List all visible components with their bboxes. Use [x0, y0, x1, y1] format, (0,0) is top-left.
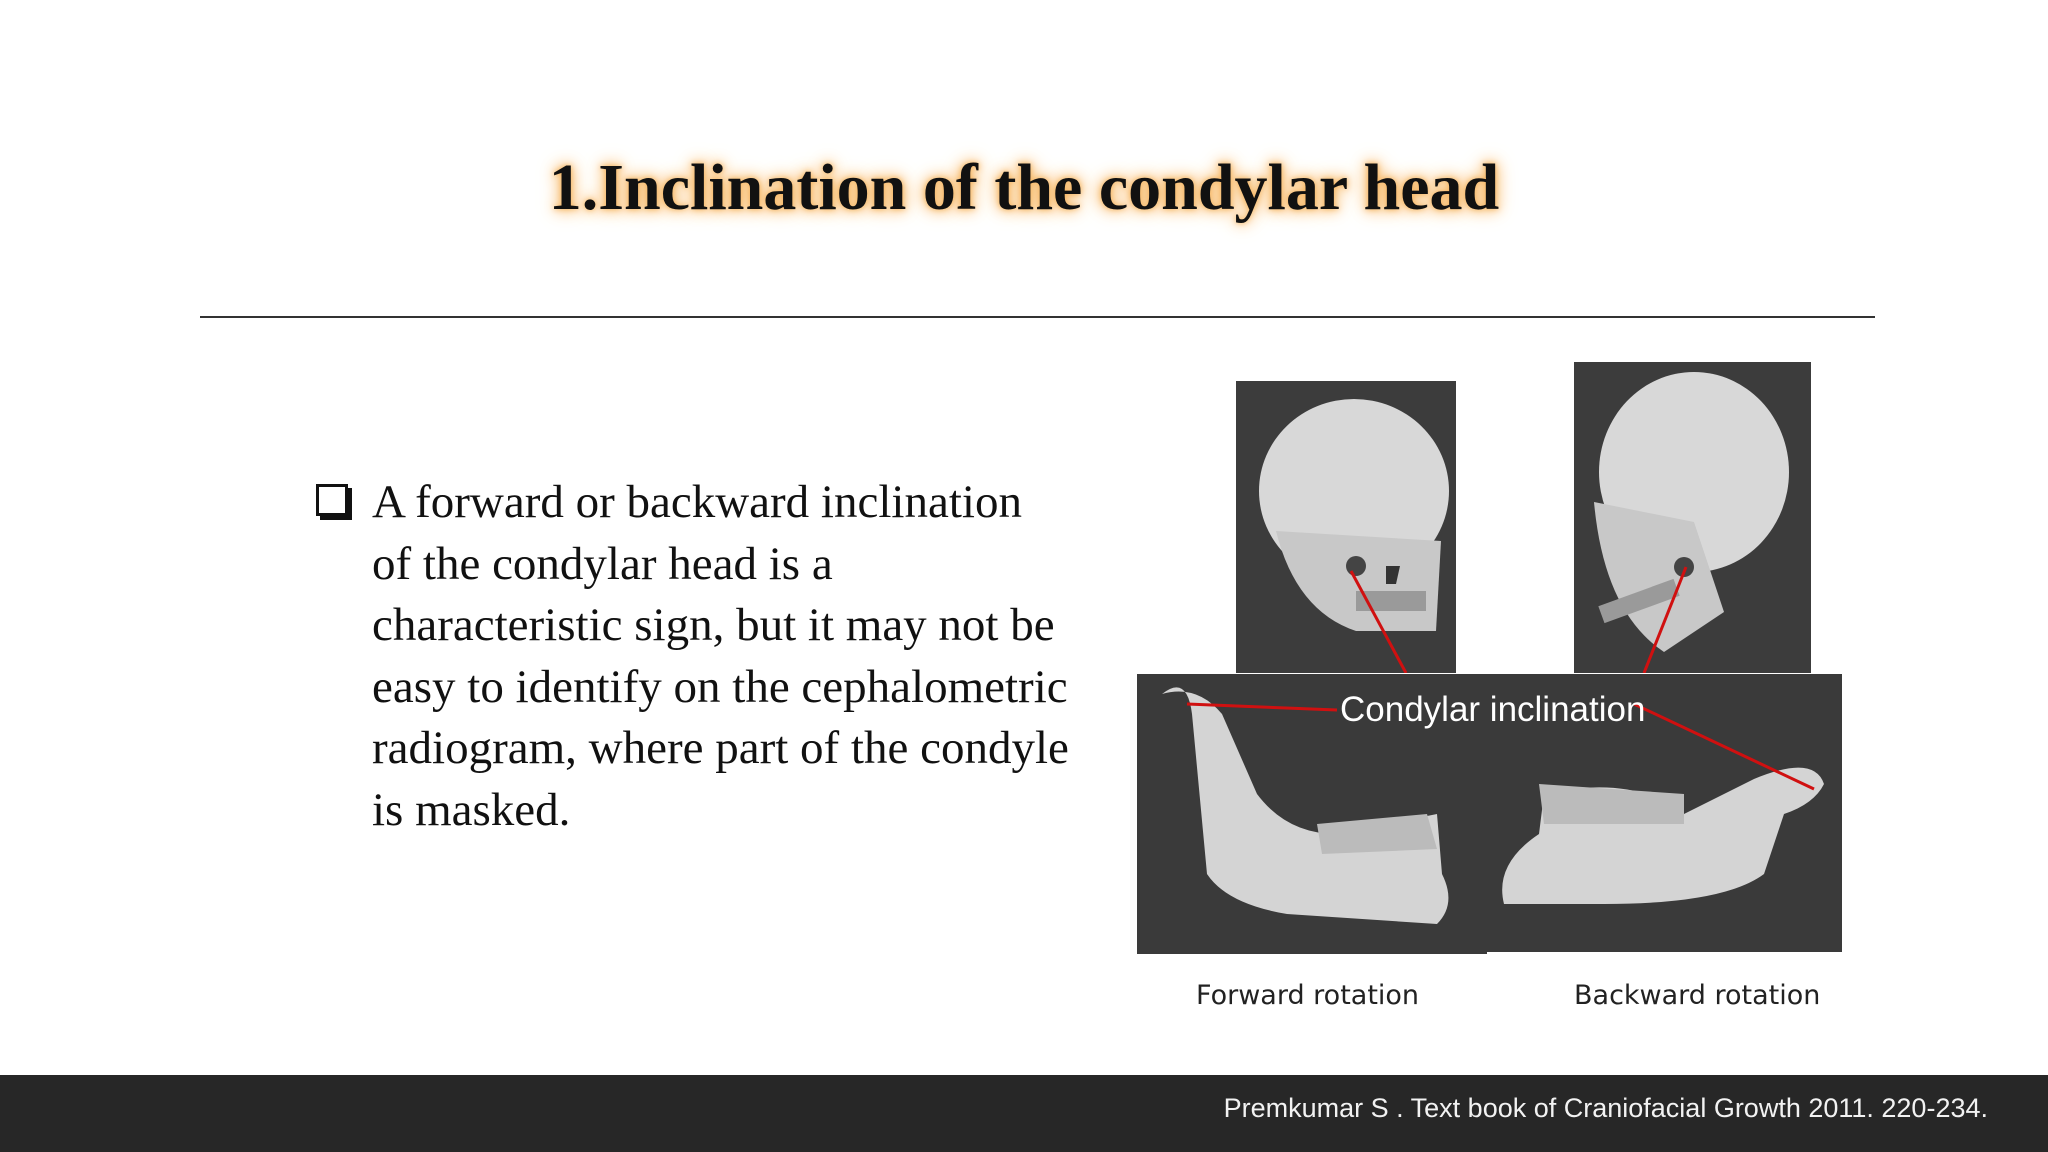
condyle-figure	[1132, 360, 1852, 1020]
title-divider	[200, 316, 1875, 318]
bullet-text: A forward or backward inclination of the condylar head is a characteristic sign, but it may not be easy to identify on the cephalometric radiogram, where part of the condyle is masked.	[372, 476, 1069, 836]
slide-title: 1.Inclination of the condylar head	[548, 151, 1500, 224]
footer-bar	[0, 1075, 2048, 1152]
skull-backward-image	[1574, 362, 1811, 673]
caption-backward-rotation: Backward rotation	[1574, 980, 1821, 1011]
skull-forward-image	[1236, 381, 1456, 673]
citation-text: Premkumar S . Text book of Craniofacial Growth 2011. 220-234.	[1223, 1093, 1988, 1123]
caption-forward-rotation: Forward rotation	[1196, 980, 1420, 1011]
condylar-inclination-label: Condylar inclination	[1340, 690, 1646, 729]
checkbox-bullet-icon	[316, 484, 348, 516]
